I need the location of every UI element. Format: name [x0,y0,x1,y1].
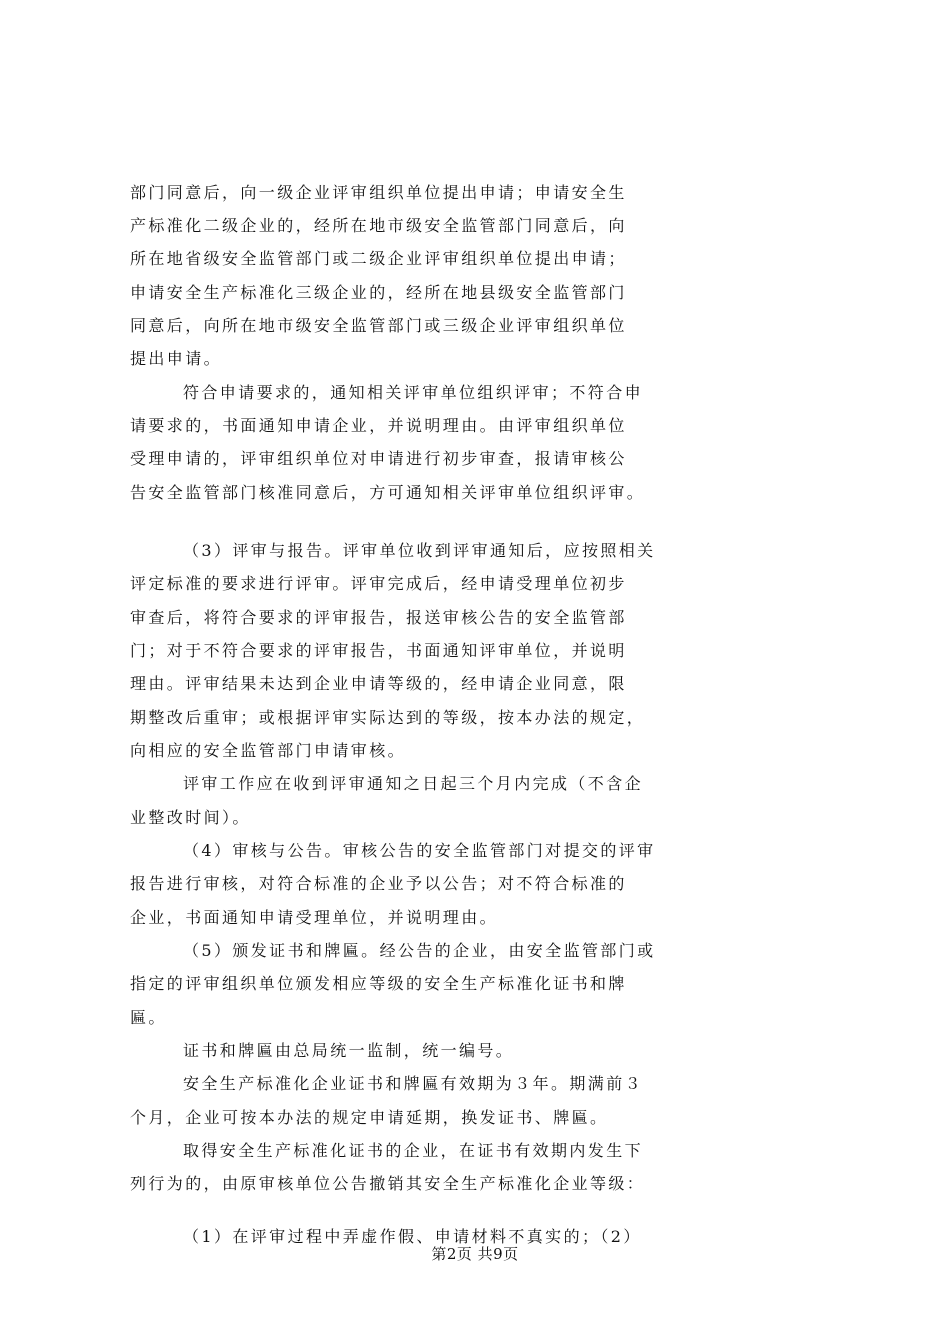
text-line: 理由。评审结果未达到企业申请等级的，经申请企业同意，限 [130,674,627,693]
text-line: 列行为的，由原审核单位公告撤销其安全生产标准化企业等级： [130,1174,646,1193]
text-line: 部门同意后，向一级企业评审组织单位提出申请；申请安全生 [130,183,627,202]
text-line: 受理申请的，评审组织单位对申请进行初步审查，报请审核公 [130,449,627,468]
page-number-footer: 第2页 共9页 [431,1245,519,1263]
text-line: 安全生产标准化企业证书和牌匾有效期为３年。期满前３ [183,1074,644,1093]
text-line: 请要求的，书面通知申请企业，并说明理由。由评审组织单位 [130,416,627,435]
text-line: 向相应的安全监管部门申请审核。 [130,741,407,760]
text-line: 产标准化二级企业的，经所在地市级安全监管部门同意后，向 [130,216,627,235]
text-line: 匾。 [130,1008,167,1027]
text-line: 告安全监管部门核准同意后，方可通知相关评审单位组织评审。 [130,483,646,502]
text-line: 报告进行审核，对符合标准的企业予以公告；对不符合标准的 [130,874,627,893]
text-line: 评定标准的要求进行评审。评审完成后，经申请受理单位初步 [130,574,627,593]
text-line: 所在地省级安全监管部门或二级企业评审组织单位提出申请； [130,249,627,268]
text-line: 业整改时间）。 [130,808,251,827]
text-line: （1）在评审过程中弄虚作假、申请材料不真实的；（2） [183,1227,642,1246]
text-line: 取得安全生产标准化证书的企业，在证书有效期内发生下 [183,1141,644,1160]
text-line: 提出申请。 [130,349,223,368]
text-line: （5）颁发证书和牌匾。经公告的企业，由安全监管部门或 [183,941,656,960]
text-line: 评审工作应在收到评审通知之日起三个月内完成（不含企 [183,774,644,793]
text-line: 同意后，向所在地市级安全监管部门或三级企业评审组织单位 [130,316,627,335]
text-line: 个月，企业可按本办法的规定申请延期，换发证书、牌匾。 [130,1108,609,1127]
text-line: 企业，书面通知申请受理单位，并说明理由。 [130,908,499,927]
text-line: 指定的评审组织单位颁发相应等级的安全生产标准化证书和牌 [130,974,627,993]
text-line: 申请安全生产标准化三级企业的，经所在地县级安全监管部门 [130,283,627,302]
text-line: 期整改后重审；或根据评审实际达到的等级，按本办法的规定， [130,708,646,727]
text-line: 证书和牌匾由总局统一监制，统一编号。 [183,1041,515,1060]
text-line: （3）评审与报告。评审单位收到评审通知后，应按照相关 [183,541,656,560]
text-line: 审查后，将符合要求的评审报告，报送审核公告的安全监管部 [130,608,627,627]
text-line: 门；对于不符合要求的评审报告，书面通知评审单位，并说明 [130,641,627,660]
text-line: （4）审核与公告。审核公告的安全监管部门对提交的评审 [183,841,656,860]
text-line: 符合申请要求的，通知相关评审单位组织评审；不符合申 [183,383,644,402]
